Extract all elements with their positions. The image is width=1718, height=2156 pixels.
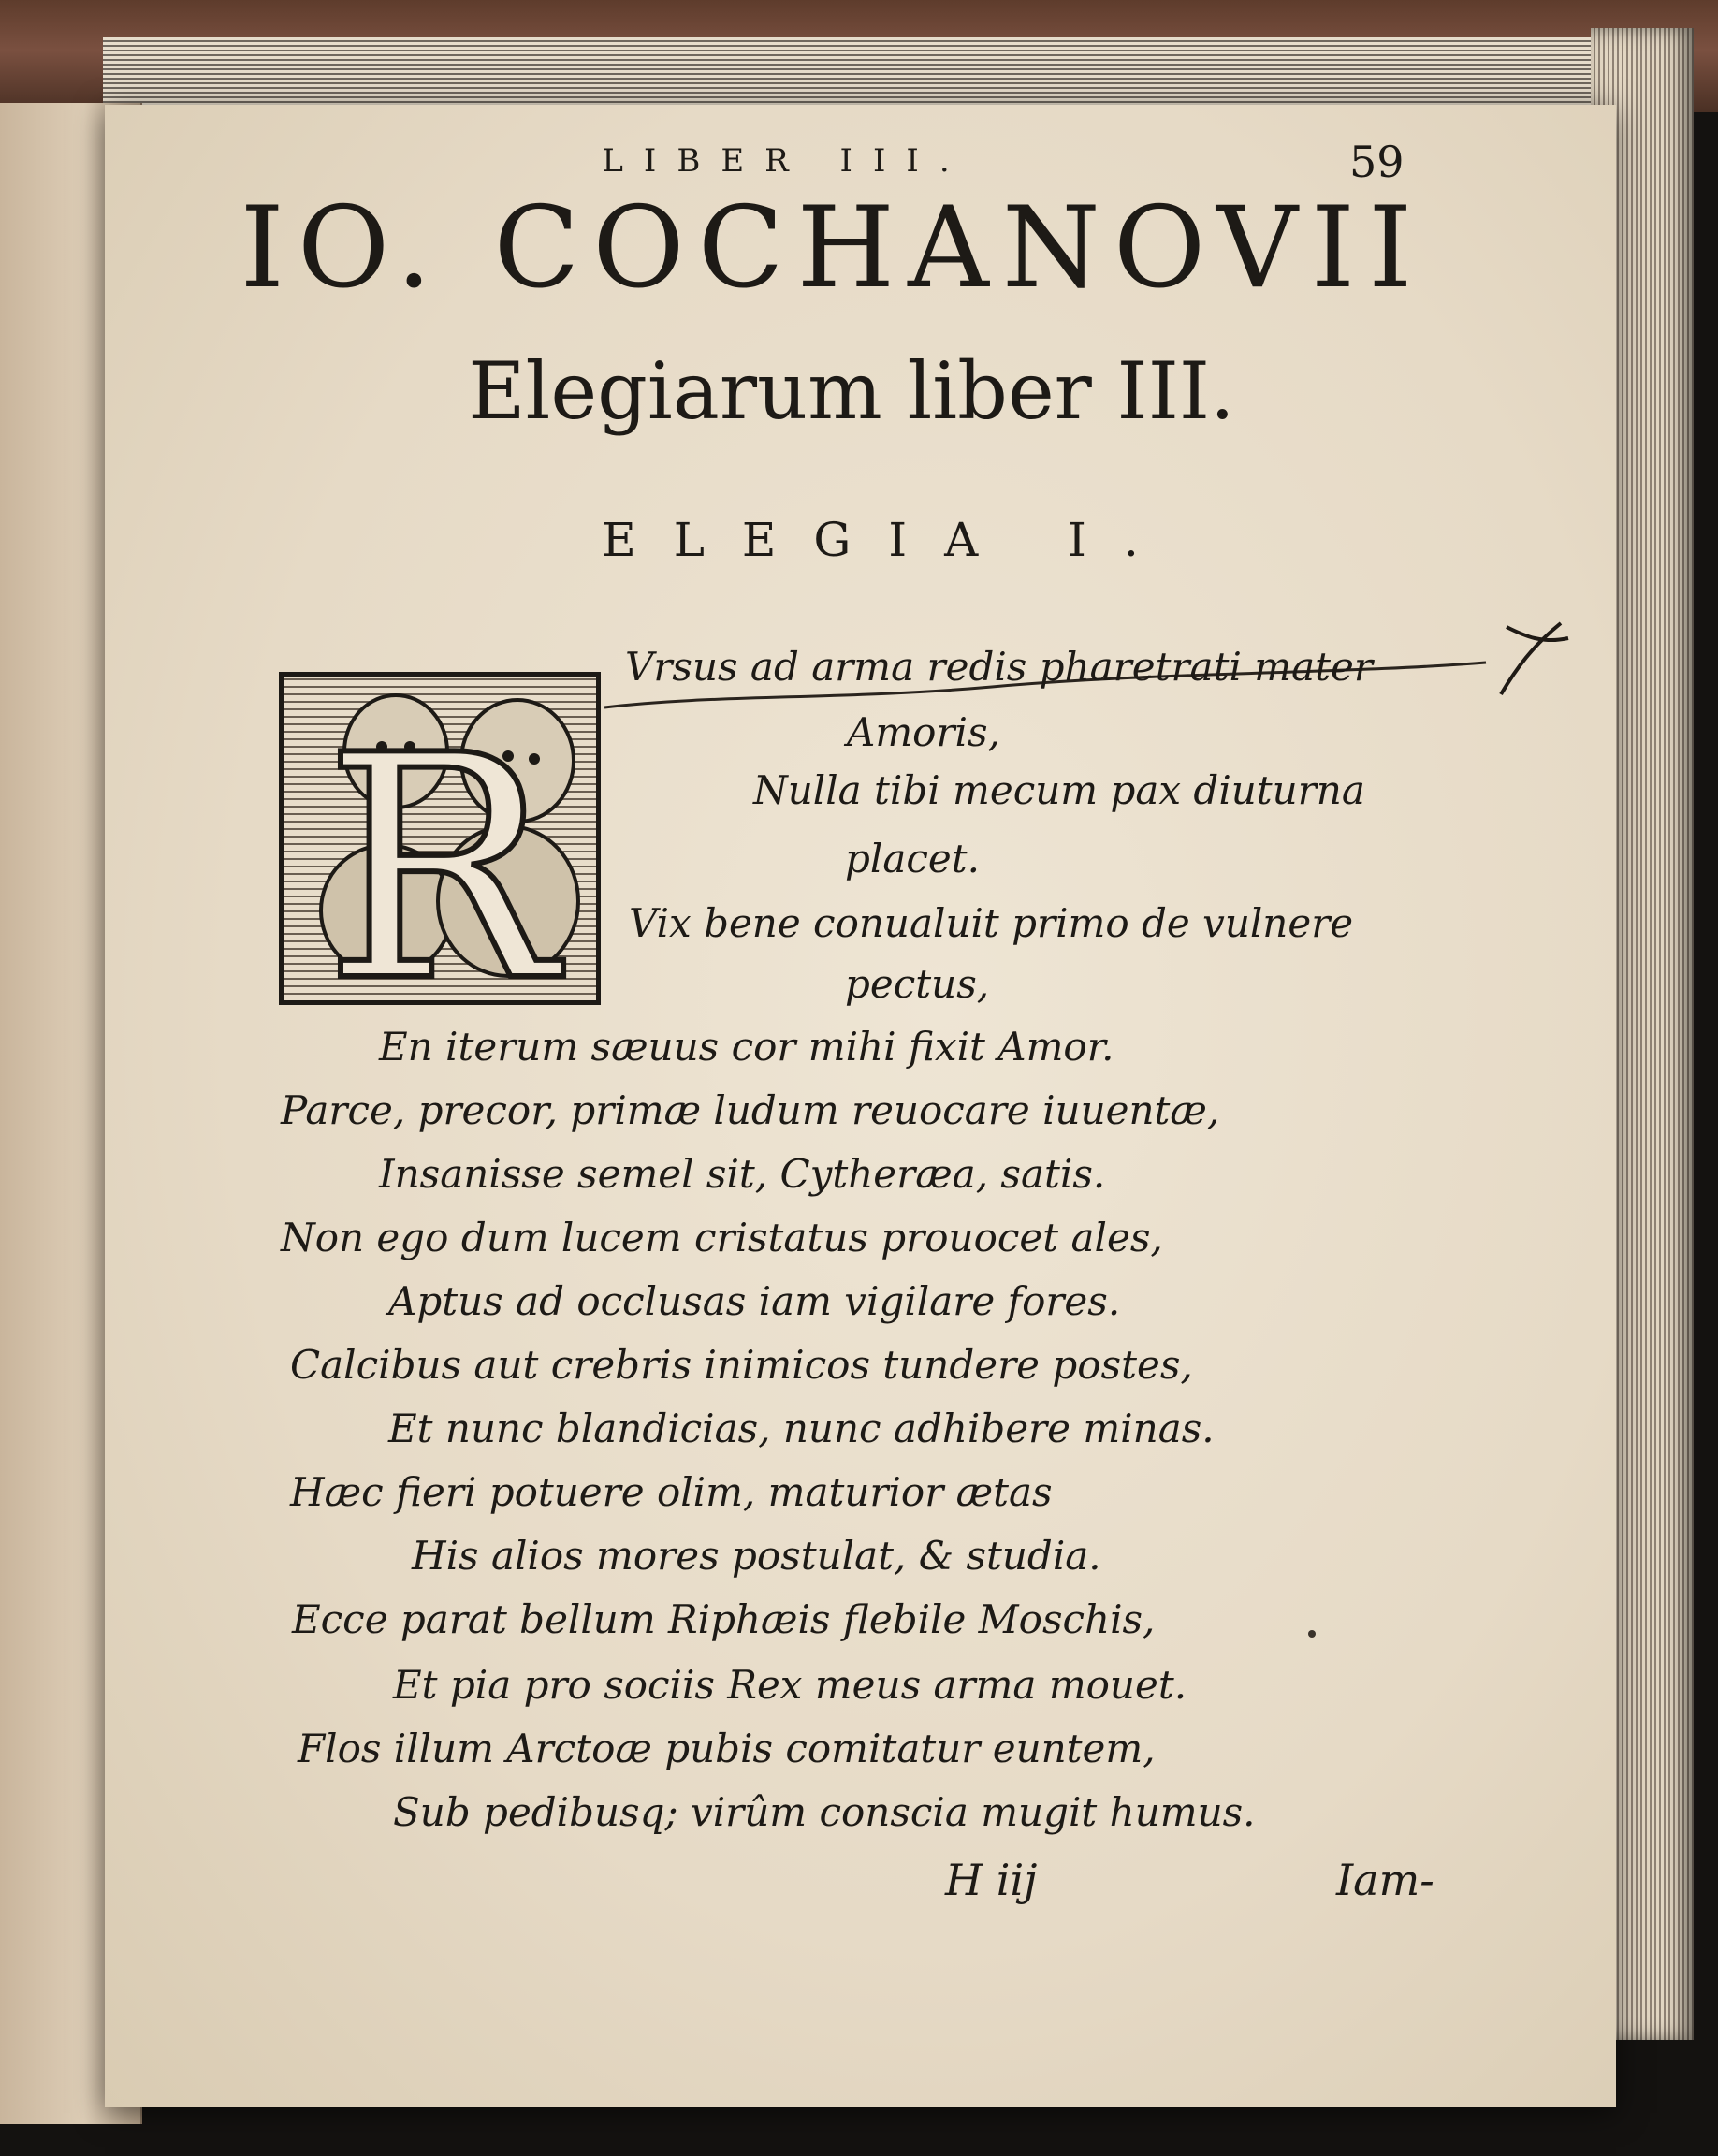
margin-x-mark-icon xyxy=(1488,618,1572,702)
verse-line: Aptus ad occlusas iam vigilare fores. xyxy=(388,1278,1121,1324)
verse-line: Et pia pro sociis Rex meus arma mouet. xyxy=(393,1662,1187,1708)
author-heading: IO. COCHANOVII xyxy=(240,183,1426,313)
verse-line: Insanisse semel sit, Cytheræa, satis. xyxy=(379,1151,1106,1197)
elegy-heading: ELEGIA I. xyxy=(602,513,1176,567)
verse-line: En iterum sæuus cor mihi fixit Amor. xyxy=(379,1024,1114,1070)
drop-cap-letter: R xyxy=(323,690,557,1000)
verse-line: Nulla tibi mecum pax diuturna xyxy=(753,767,1365,813)
page-number: 59 xyxy=(1349,137,1405,187)
running-head: LIBER III. xyxy=(602,142,970,180)
verse-line: His alios mores postulat, & studia. xyxy=(412,1533,1101,1579)
verse-line: placet. xyxy=(845,836,980,881)
verse-line: Ecce parat bellum Riphæis flebile Moschis, xyxy=(292,1596,1156,1642)
verse-line: Amoris, xyxy=(847,709,1000,755)
verse-line: Vrsus ad arma redis pharetrati mater xyxy=(625,644,1373,690)
book-title: Elegiarum liber III. xyxy=(468,345,1235,437)
catchword: Iam- xyxy=(1336,1855,1434,1905)
verse-line: Non ego dum lucem cristatus prouocet ales, xyxy=(281,1215,1163,1260)
verse-line: Vix bene conualuit primo de vulnere xyxy=(629,900,1354,946)
verse-line: Sub pedibusq; virûm conscia mugit humus. xyxy=(393,1789,1256,1835)
verse-line: Et nunc blandicias, nunc adhibere minas. xyxy=(388,1406,1215,1451)
verse-line: Hæc fieri potuere olim, maturior ætas xyxy=(290,1469,1053,1515)
verse-line: Flos illum Arctoæ pubis comitatur euntem, xyxy=(298,1726,1156,1771)
signature-mark: H iij xyxy=(945,1855,1038,1905)
verse-line: Calcibus aut crebris inimicos tundere postes, xyxy=(290,1342,1193,1388)
decorated-initial xyxy=(279,672,601,1005)
verse-line: pectus, xyxy=(845,961,990,1007)
verse-line: Parce, precor, primæ ludum reuocare iuuentæ, xyxy=(281,1087,1220,1133)
ink-spot xyxy=(1308,1630,1316,1638)
cherub-woodcut-icon xyxy=(284,677,596,1000)
